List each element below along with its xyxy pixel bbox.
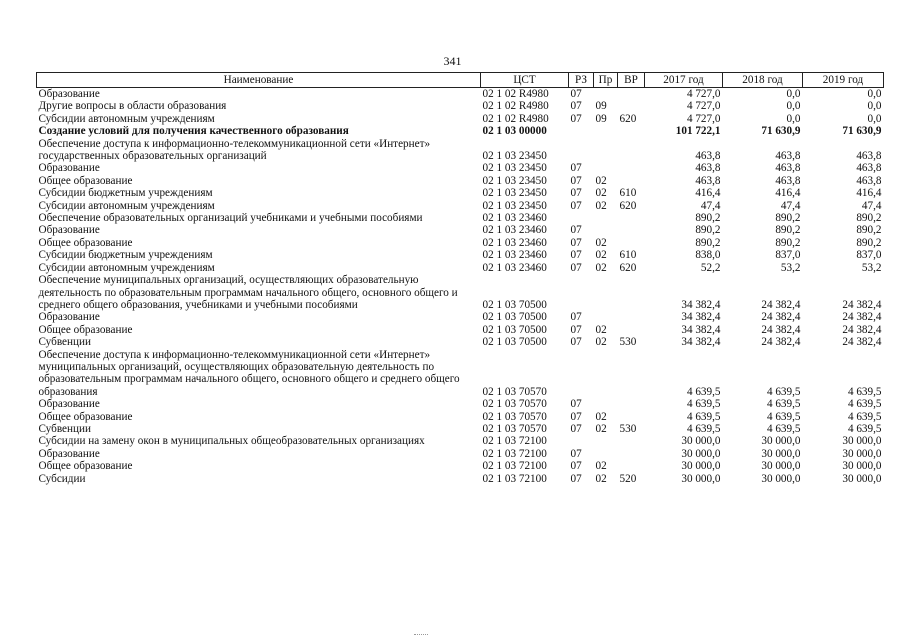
row-pr (594, 274, 618, 311)
row-vr: 620 (619, 112, 637, 125)
row-rz: 07 (570, 422, 582, 435)
row-name: Обеспечение образовательных организаций учебниками и учебными пособиями (38, 212, 423, 225)
row-value-2017: 4 727,0 (686, 88, 721, 100)
row-value-2018: 30 000,0 (761, 435, 801, 448)
row-rz: 07 (570, 199, 582, 212)
row-vr (618, 460, 645, 472)
row-name: Обеспечение доступа к информационно-телекоммуникационной сети «Интернет» государственных образовательных организаций (38, 137, 431, 163)
row-vr (618, 175, 645, 187)
row-value-2019: 4 639,5 (847, 385, 882, 398)
header-cst: ЦСТ (481, 73, 569, 88)
row-cst: 02 1 03 23460 (482, 224, 547, 237)
row-name: Образование (38, 398, 100, 411)
row-value-2018: 47,4 (780, 199, 801, 212)
row-name: Образование (38, 88, 100, 100)
row-rz (569, 212, 594, 224)
row-value-2018: 463,8 (775, 150, 801, 163)
row-pr (594, 212, 618, 224)
row-value-2019: 53,2 (861, 261, 882, 274)
table-row (37, 138, 884, 163)
row-pr (594, 224, 618, 236)
row-pr (594, 138, 618, 163)
row-cst: 02 1 03 23450 (482, 150, 547, 163)
row-pr: 02 (595, 199, 607, 212)
row-name: Субвенции (38, 336, 91, 349)
row-value-2018: 0,0 (786, 100, 801, 113)
row-value-2018: 53,2 (780, 261, 801, 274)
row-vr (618, 88, 645, 101)
row-value-2019: 4 639,5 (847, 410, 882, 423)
row-pr: 02 (595, 174, 607, 187)
row-name: Субвенции (38, 422, 91, 435)
row-value-2019: 463,8 (856, 150, 882, 163)
row-value-2017: 4 639,5 (686, 385, 721, 398)
table-row (37, 311, 884, 323)
row-name: Создание условий для получения качественного образования (38, 125, 349, 138)
row-value-2017: 34 382,4 (681, 311, 721, 324)
row-value-2019: 24 382,4 (842, 298, 882, 311)
row-vr: 620 (619, 261, 637, 274)
row-value-2019: 837,0 (856, 249, 882, 262)
row-rz: 07 (570, 311, 582, 324)
table-row (37, 460, 884, 472)
table-header-row (37, 73, 884, 88)
row-value-2017: 30 000,0 (681, 447, 721, 460)
row-value-2019: 463,8 (856, 162, 882, 175)
row-vr (618, 212, 645, 224)
row-value-2017: 52,2 (700, 261, 721, 274)
table-row (37, 212, 884, 224)
row-vr (618, 162, 645, 174)
table-row (37, 473, 884, 485)
row-rz: 07 (570, 187, 582, 200)
table-row (37, 100, 884, 112)
table-row (37, 224, 884, 236)
row-cst: 02 1 03 23450 (482, 162, 547, 175)
row-pr: 09 (595, 100, 607, 113)
row-rz (569, 125, 594, 137)
row-value-2019: 30 000,0 (842, 435, 882, 448)
row-pr: 02 (595, 249, 607, 262)
row-rz: 07 (570, 398, 582, 411)
row-value-2018: 4 639,5 (766, 385, 801, 398)
row-pr: 02 (595, 236, 607, 249)
row-pr (594, 125, 618, 137)
row-pr: 02 (595, 472, 607, 485)
row-value-2019: 890,2 (856, 236, 882, 249)
row-value-2018: 416,4 (775, 187, 801, 200)
row-value-2018: 0,0 (786, 112, 801, 125)
row-rz: 07 (570, 224, 582, 237)
row-pr: 02 (595, 336, 607, 349)
row-pr (594, 448, 618, 460)
row-value-2017: 34 382,4 (681, 336, 721, 349)
header-rz: РЗ (569, 73, 594, 88)
table-row (37, 423, 884, 435)
row-cst: 02 1 02 R4980 (482, 88, 549, 100)
table-row (37, 125, 884, 137)
row-rz: 07 (570, 261, 582, 274)
row-rz: 07 (570, 236, 582, 249)
row-value-2017: 890,2 (695, 236, 721, 249)
row-value-2018: 463,8 (775, 174, 801, 187)
row-pr: 09 (595, 112, 607, 125)
row-value-2019: 30 000,0 (842, 460, 882, 473)
row-value-2017: 890,2 (695, 212, 721, 225)
row-cst: 02 1 03 70570 (482, 410, 547, 423)
row-pr (594, 435, 618, 447)
row-value-2017: 4 727,0 (686, 112, 721, 125)
row-value-2018: 30 000,0 (761, 447, 801, 460)
row-value-2019: 47,4 (861, 199, 882, 212)
table-row (37, 162, 884, 174)
row-pr: 02 (595, 410, 607, 423)
row-name: Субсидии (38, 472, 86, 485)
row-vr (618, 237, 645, 249)
row-name: Образование (38, 311, 100, 324)
row-vr (618, 274, 645, 311)
row-value-2018: 0,0 (786, 88, 801, 100)
row-value-2018: 30 000,0 (761, 472, 801, 485)
row-cst: 02 1 03 23460 (482, 236, 547, 249)
row-value-2018: 837,0 (775, 249, 801, 262)
row-value-2018: 463,8 (775, 162, 801, 175)
header-2018: 2018 год (723, 73, 803, 88)
row-value-2019: 463,8 (856, 174, 882, 187)
row-cst: 02 1 03 72100 (482, 435, 547, 448)
table-row (37, 398, 884, 410)
table-row (37, 448, 884, 460)
row-value-2017: 34 382,4 (681, 298, 721, 311)
row-value-2019: 30 000,0 (842, 472, 882, 485)
footer-mark (414, 634, 428, 636)
row-name: Субсидии автономным учреждениям (38, 112, 215, 125)
row-rz (569, 274, 594, 311)
header-vr: ВР (618, 73, 645, 88)
row-vr (618, 435, 645, 447)
row-name: Общее образование (38, 174, 133, 187)
row-vr (618, 349, 645, 399)
row-name: Обеспечение муниципальных организаций, осуществляющих образовательную деятельность по образовательным программам начального общего, основного общего и среднего общего образования, учебниками и учебными пособиями (38, 274, 458, 311)
row-value-2017: 838,0 (695, 249, 721, 262)
row-vr (618, 125, 645, 137)
row-pr: 02 (595, 422, 607, 435)
row-value-2018: 4 639,5 (766, 422, 801, 435)
row-rz (569, 349, 594, 399)
row-vr: 530 (619, 422, 637, 435)
row-name: Субсидии бюджетным учреждениям (38, 187, 213, 200)
row-cst: 02 1 03 23460 (482, 261, 547, 274)
row-pr (594, 349, 618, 399)
row-cst: 02 1 03 72100 (482, 472, 547, 485)
row-pr (594, 311, 618, 323)
row-value-2017: 34 382,4 (681, 323, 721, 336)
row-value-2017: 463,8 (695, 162, 721, 175)
table-row (37, 435, 884, 447)
row-cst: 02 1 03 70500 (482, 336, 547, 349)
row-value-2018: 24 382,4 (761, 323, 801, 336)
row-rz: 07 (570, 410, 582, 423)
row-cst: 02 1 03 70500 (482, 311, 547, 324)
row-cst: 02 1 03 72100 (482, 447, 547, 460)
row-name: Субсидии на замену окон в муниципальных общеобразовательных организациях (38, 435, 425, 448)
table-row (37, 249, 884, 261)
row-rz: 07 (570, 336, 582, 349)
row-cst: 02 1 02 R4980 (482, 100, 549, 113)
header-name: Наименование (37, 73, 481, 88)
row-value-2017: 4 639,5 (686, 398, 721, 411)
row-name: Общее образование (38, 410, 133, 423)
row-name: Образование (38, 162, 100, 175)
row-vr (618, 224, 645, 236)
row-vr: 610 (619, 249, 637, 262)
header-2017: 2017 год (645, 73, 723, 88)
page-number: 341 (443, 54, 462, 68)
row-cst: 02 1 03 70500 (482, 298, 547, 311)
row-value-2017: 463,8 (695, 174, 721, 187)
row-pr: 02 (595, 460, 607, 473)
table-row (37, 336, 884, 348)
row-rz: 07 (570, 249, 582, 262)
row-value-2017: 890,2 (695, 224, 721, 237)
row-cst: 02 1 03 70570 (482, 422, 547, 435)
row-value-2017: 101 722,1 (675, 125, 721, 138)
row-value-2018: 4 639,5 (766, 410, 801, 423)
row-vr (618, 100, 645, 112)
row-cst: 02 1 03 23450 (482, 174, 547, 187)
row-value-2019: 416,4 (856, 187, 882, 200)
row-rz: 07 (570, 162, 582, 175)
row-pr: 02 (595, 323, 607, 336)
row-value-2019: 0,0 (867, 112, 882, 125)
row-rz: 07 (570, 174, 582, 187)
row-name: Другие вопросы в области образования (38, 100, 227, 113)
row-value-2018: 24 382,4 (761, 298, 801, 311)
row-value-2017: 4 639,5 (686, 410, 721, 423)
row-value-2018: 71 630,9 (761, 125, 801, 138)
row-name: Общее образование (38, 236, 133, 249)
table-row (37, 411, 884, 423)
row-vr: 620 (619, 199, 637, 212)
row-name: Субсидии бюджетным учреждениям (38, 249, 213, 262)
row-pr: 02 (595, 261, 607, 274)
row-pr: 02 (595, 187, 607, 200)
row-vr: 610 (619, 187, 637, 200)
row-pr (594, 398, 618, 410)
row-rz: 07 (570, 460, 582, 473)
table-row (37, 175, 884, 187)
table-row (37, 324, 884, 336)
header-pr: Пр (594, 73, 618, 88)
row-rz: 07 (570, 323, 582, 336)
row-value-2018: 4 639,5 (766, 398, 801, 411)
row-cst: 02 1 03 23460 (482, 212, 547, 225)
row-name: Субсидии автономным учреждениям (38, 199, 215, 212)
row-rz: 07 (570, 100, 582, 113)
row-value-2019: 30 000,0 (842, 447, 882, 460)
table-row (37, 200, 884, 212)
row-value-2018: 24 382,4 (761, 311, 801, 324)
row-cst: 02 1 03 00000 (482, 125, 547, 138)
row-name: Обеспечение доступа к информационно-телекоммуникационной сети «Интернет» муниципальных организаций, осуществляющих образовательную деятельность по образовательным программам начального общего, основного общего и среднего общего образования (38, 348, 460, 398)
table-row (37, 262, 884, 274)
row-value-2018: 890,2 (775, 236, 801, 249)
row-pr (594, 88, 618, 101)
row-vr: 520 (619, 472, 637, 485)
row-cst: 02 1 03 70500 (482, 323, 547, 336)
row-value-2018: 890,2 (775, 224, 801, 237)
row-vr (618, 311, 645, 323)
row-value-2019: 71 630,9 (842, 125, 882, 138)
row-value-2019: 4 639,5 (847, 398, 882, 411)
row-value-2017: 463,8 (695, 150, 721, 163)
row-value-2017: 47,4 (700, 199, 721, 212)
row-cst: 02 1 02 R4980 (482, 112, 549, 125)
row-cst: 02 1 03 23460 (482, 249, 547, 262)
table-row (37, 274, 884, 311)
row-value-2017: 416,4 (695, 187, 721, 200)
row-value-2019: 24 382,4 (842, 323, 882, 336)
row-vr (618, 138, 645, 163)
row-name: Образование (38, 447, 100, 460)
row-value-2019: 0,0 (867, 100, 882, 113)
row-vr (618, 448, 645, 460)
row-value-2017: 4 727,0 (686, 100, 721, 113)
row-cst: 02 1 03 23450 (482, 199, 547, 212)
row-value-2017: 30 000,0 (681, 460, 721, 473)
row-value-2017: 30 000,0 (681, 435, 721, 448)
row-cst: 02 1 03 72100 (482, 460, 547, 473)
row-name: Общее образование (38, 323, 133, 336)
row-rz: 07 (570, 88, 582, 100)
row-value-2018: 30 000,0 (761, 460, 801, 473)
row-rz: 07 (570, 447, 582, 460)
table-row (37, 113, 884, 125)
table-row (37, 88, 884, 101)
row-name: Образование (38, 224, 100, 237)
row-value-2017: 4 639,5 (686, 422, 721, 435)
row-vr: 530 (619, 336, 637, 349)
row-rz: 07 (570, 112, 582, 125)
table-body (37, 88, 884, 486)
row-name: Субсидии автономным учреждениям (38, 261, 215, 274)
row-value-2018: 890,2 (775, 212, 801, 225)
row-cst: 02 1 03 70570 (482, 398, 547, 411)
row-vr (618, 324, 645, 336)
budget-table (36, 72, 884, 485)
row-vr (618, 411, 645, 423)
row-cst: 02 1 03 70570 (482, 385, 547, 398)
table-row (37, 187, 884, 199)
table-row (37, 349, 884, 399)
header-2019: 2019 год (803, 73, 884, 88)
row-rz (569, 138, 594, 163)
row-value-2019: 24 382,4 (842, 336, 882, 349)
table-row (37, 237, 884, 249)
row-cst: 02 1 03 23450 (482, 187, 547, 200)
row-pr (594, 162, 618, 174)
row-rz (569, 435, 594, 447)
row-vr (618, 398, 645, 410)
row-value-2019: 890,2 (856, 212, 882, 225)
row-value-2018: 24 382,4 (761, 336, 801, 349)
row-value-2019: 4 639,5 (847, 422, 882, 435)
row-value-2019: 24 382,4 (842, 311, 882, 324)
row-rz: 07 (570, 472, 582, 485)
row-value-2019: 0,0 (867, 88, 882, 100)
row-value-2017: 30 000,0 (681, 472, 721, 485)
row-value-2019: 890,2 (856, 224, 882, 237)
row-name: Общее образование (38, 460, 133, 473)
